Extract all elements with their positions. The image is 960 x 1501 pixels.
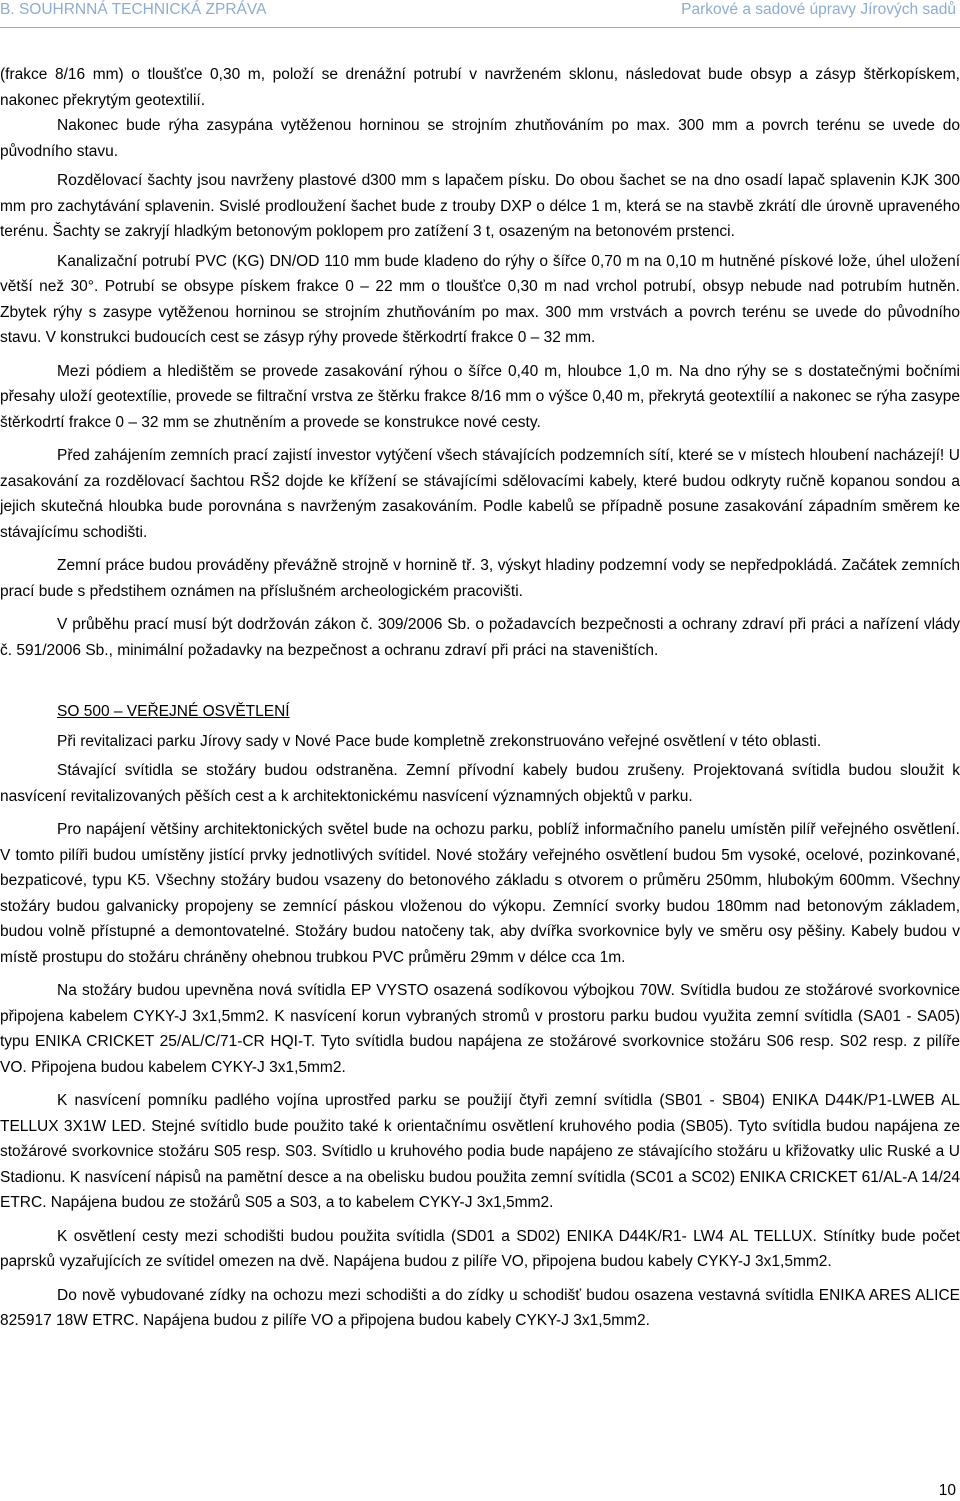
header-project-title: Parkové a sadové úpravy Jírových sadů: [681, 1, 956, 18]
section-paragraph: K nasvícení pomníku padlého vojína uprostřed parku se použijí čtyři zemní svítidla (SB01 - SB04) ENIKA D44K/P1-LWEB AL TELLUX 3X1W LED. Stejné svítidlo bude použito také k orientačnímu osvětlení kruhového podia (SB05). Tyto svítidla budou napájena ze stožárové svorkovnice stožáru S05 resp. S03. Svítidlo u kruhového podia bude napájeno ze stávajícího stožáru u křižovatky ulic Ruské a U Stadionu. K nasvícení nápisů na pamětní desce a na obelisku budou použita zemní svítidla (SC01 a SC02) ENIKA CRICKET 61/AL-A 14/24 ETRC. Napájena budou ze stožárů S05 a S03, a to kabelem CYKY-J 3x1,5mm2.: [0, 1092, 960, 1211]
paragraph: Rozdělovací šachty jsou navrženy plastové d300 mm s lapačem písku. Do obou šachet se na dno osadí lapač splavenin KJK 300 mm pro zachytávání splavenin. Svislé prodloužení šachet bude z trouby DXP o délce 1 m, která se na stavbě zkrátí dle úrovně upraveného terénu. Šachty se zakryjí hladkým betonovým poklopem pro zatížení 3 t, osazeným na betonovém prstenci.: [0, 172, 960, 240]
paragraph: Mezi pódiem a hledištěm se provede zasakování rýhou o šířce 0,40 m, hloubce 1,0 m. Na dno rýhy se s dostatečnými bočními přesahy uloží geotextílie, provede se filtrační vrstva ze štěrku frakce 8/16 mm o výšce 0,40 m, překrytá geotextílií a nakonec se rýha zasype štěrkodrtí frakce 0 – 32 mm se zhutněním a provede se konstrukce nové cesty.: [0, 362, 960, 431]
header-document-title: B. SOUHRNNÁ TECHNICKÁ ZPRÁVA: [0, 1, 267, 18]
section-paragraph: Do nově vybudované zídky na ochozu mezi schodišti a do zídky u schodišť budou osazena vestavná svítidla ENIKA ARES ALICE 825917 18W ETRC. Napájena budou z pilíře VO a připojena budou kabely CYKY-J 3x1,5mm2.: [0, 1286, 960, 1329]
paragraph: Před zahájením zemních prací zajistí investor vytýčení všech stávajících podzemních sítí, které se v místech hloubení nacházejí! U zasakování za rozdělovací šachtou RŠ2 dojde ke křížení se stávajícími sdělovacími kabely, které budou odkryty ručně kopanou sondou a jejich skutečná hloubka bude porovnána s navrženým zasakováním. Podle kabelů se případně posune zasakování západním směrem ke stávajícímu schodišti.: [0, 447, 960, 541]
section-paragraph: Stávající svítidla se stožáry budou odstraněna. Zemní přívodní kabely budou zrušeny. Projektovaná svítidla budou sloužit k nasvícení revitalizovaných pěších cest a k architektonickému nasvícení významných objektů v parku.: [0, 762, 960, 805]
paragraph: Nakonec bude rýha zasypána vytěženou horninou se strojním zhutňováním po max. 300 mm a povrch terénu se uvede do původního stavu.: [0, 117, 960, 160]
paragraph: V průběhu prací musí být dodržován zákon č. 309/2006 Sb. o požadavcích bezpečnosti a ochrany zdraví při práci a nařízení vlády č. 591/2006 Sb., minimální požadavky na bezpečnost a ochranu zdraví při práci na staveništích.: [0, 616, 960, 659]
page-number: 10: [938, 1482, 956, 1499]
section-paragraph: Při revitalizaci parku Jírovy sady v Nové Pace bude kompletně zrekonstruováno veřejné osvětlení v této oblasti.: [57, 732, 822, 750]
document-body: [0, 62, 960, 1334]
section-paragraph: K osvětlení cesty mezi schodišti budou použita svítidla (SD01 a SD02) ENIKA D44K/R1- LW4 AL TELLUX. Stínítky bude počet paprsků vyzařujících ze svítidel omezen na dvě. Napájena budou z pilíře VO, připojena budou kabely CYKY-J 3x1,5mm2.: [0, 1227, 960, 1270]
page-header: [0, 0, 960, 40]
section-heading: SO 500 – VEŘEJNÉ OSVĚTLENÍ: [57, 703, 290, 720]
paragraph: Zemní práce budou prováděny převážně strojně v hornině tř. 3, výskyt hladiny podzemní vody se nepředpokládá. Začátek zemních prací bude s předstihem oznámen na příslušném archeologickém pracovišti.: [0, 557, 960, 600]
header-divider: [0, 27, 960, 28]
section-paragraph: Pro napájení většiny architektonických světel bude na ochozu parku, poblíž informačního panelu umístěn pilíř veřejného osvětlení. V tomto pilíři budou umístěny jistící prvky jednotlivých svítidel. Nové stožáry veřejného osvětlení budou 5m vysoké, ocelové, pozinkované, bezpaticové, typu K5. Všechny stožáry budou vsazeny do betonového základu s otvorem o průměru 250mm, hlubokým 600mm. Všechny stožáry budou galvanicky propojeny se zemnící páskou vloženou do výkopu. Zemnící svorky budou 180mm nad betonovým základem, budou volně přístupné a demontovatelné. Stožáry budou natočeny tak, aby dvířka svorkovnice byly ve směru osy pěšiny. Kabely budou v místě prostupu do stožáru chráněny ohebnou trubkou PVC průměru 29mm v délce cca 1m.: [0, 821, 960, 966]
section-paragraph: Na stožáry budou upevněna nová svítidla EP VYSTO osazená sodíkovou výbojkou 70W. Svítidla budou ze stožárové svorkovnice připojena kabelem CYKY-J 3x1,5mm2. K nasvícení korun vybraných stromů v prostoru parku budou využita zemní svítidla (SA01 - SA05) typu ENIKA CRICKET 25/AL/C/71-CR HQI-T. Tyto svítidla budou napájena ze stožárové svorkovnice stožáru S06 resp. S02 resp. z pilíře VO. Připojena budou kabelem CYKY-J 3x1,5mm2.: [0, 982, 960, 1076]
paragraph: Kanalizační potrubí PVC (KG) DN/OD 110 mm bude kladeno do rýhy o šířce 0,70 m na 0,10 m hutněné pískové lože, úhel uložení větší než 30°. Potrubí se obsype pískem frakce 0 – 22 mm o tloušťce 0,30 m nad vrchol potrubí, obsyp nebude nad potrubím hutněn. Zbytek rýhy s zasype vytěženou horninou se strojním zhutňováním po max. 300 mm vrstvách a povrch terénu se uvede do původního stavu. V konstrukci budoucích cest se zásyp rýhy provede štěrkodrtí frakce 0 – 32 mm.: [0, 252, 960, 346]
paragraph: (frakce 8/16 mm) o tloušťce 0,30 m, položí se drenážní potrubí v navrženém sklonu, následovat bude obsyp a zásyp štěrkopískem, nakonec překrytým geotextilií.: [0, 66, 960, 109]
